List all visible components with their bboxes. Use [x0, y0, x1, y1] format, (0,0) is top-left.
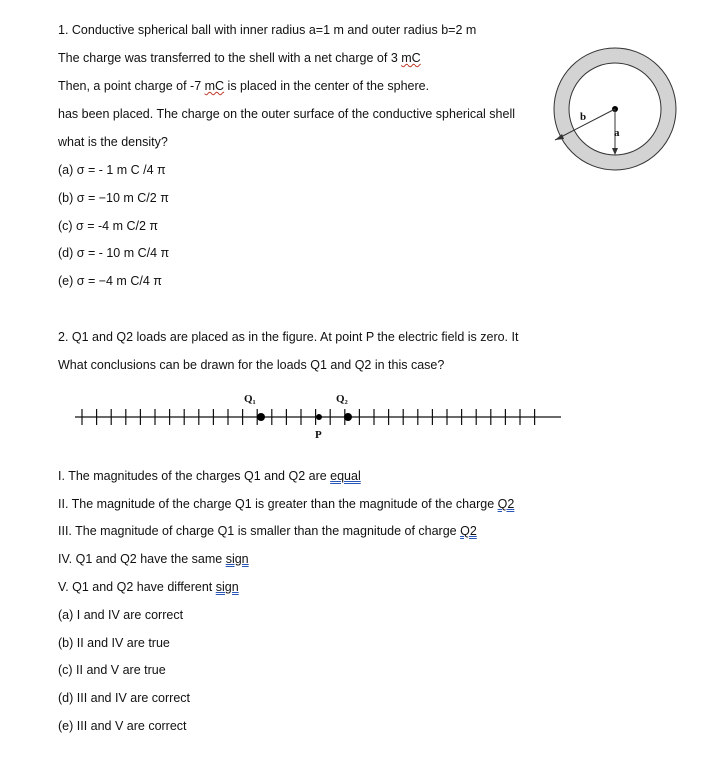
q2-charge-dot [344, 413, 352, 421]
q1-line-3-unit: mC [204, 79, 225, 93]
q1-option-b: (b) σ = −10 m C/2 π [58, 191, 169, 205]
q1-line-5: what is the density? [58, 135, 168, 149]
statement-2 [58, 496, 514, 512]
label-a: a [614, 127, 620, 139]
q1-line-4: has been placed. The charge on the outer surface of the conductive spherical shell [58, 107, 516, 121]
p-figure-label: P [315, 429, 322, 441]
q2-option-c: (c) II and V are true [58, 663, 166, 677]
q2-line-1: 2. Q1 and Q2 loads are placed as in the figure. At point P the electric field is zero. It [58, 330, 519, 344]
q1-line-2 [58, 50, 421, 66]
q2-option-d: (d) III and IV are correct [58, 691, 190, 705]
statement-1-text: I. The magnitudes of the charges Q1 and Q2 are [58, 469, 331, 483]
statement-4-tail: sign [225, 552, 249, 566]
q1-option-d: (d) σ = - 10 m C/4 π [58, 246, 170, 260]
statement-2-text: II. The magnitude of the charge Q1 is greater than the magnitude of the charge [58, 497, 498, 511]
q1-option-c: (c) σ = -4 m C/2 π [58, 219, 159, 233]
q1-line-3-pre: Then, a point charge of -7 [58, 79, 205, 93]
q2-line-2: What conclusions can be drawn for the loads Q1 and Q2 in this case? [58, 358, 445, 372]
q1-charge-dot [257, 413, 265, 421]
statement-4 [58, 551, 249, 567]
statement-1-tail: equal [330, 469, 361, 483]
q2-figure-label: Q₂ [336, 393, 348, 405]
q1-option-e: (e) σ = −4 m C/4 π [58, 274, 162, 288]
q1-line-2-text: The charge was transferred to the shell with a net charge of 3 [58, 51, 402, 65]
q2-option-b: (b) II and IV are true [58, 636, 170, 650]
statement-5-text: V. Q1 and Q2 have different [58, 580, 216, 594]
q2-option-a: (a) I and IV are correct [58, 608, 184, 622]
q2-option-e: (e) III and V are correct [58, 719, 187, 733]
statement-1 [58, 468, 361, 484]
q1-line-3 [58, 78, 429, 94]
q1-figure-label: Q₁ [244, 393, 256, 405]
statement-3 [58, 523, 477, 539]
q1-line-3-post: is placed in the center of the sphere. [224, 79, 430, 93]
q1-line-2-unit: mC [401, 51, 421, 65]
statement-4-text: IV. Q1 and Q2 have the same [58, 552, 226, 566]
statement-5 [58, 579, 239, 595]
statement-3-tail: Q2 [460, 524, 477, 538]
q1-line-1: 1. Conductive spherical ball with inner radius a=1 m and outer radius b=2 m [58, 23, 477, 37]
q1-option-a: (a) σ = - 1 m C /4 π [58, 163, 166, 177]
label-b: b [580, 111, 587, 123]
statement-3-text: III. The magnitude of charge Q1 is smaller than the magnitude of charge [58, 524, 461, 538]
statement-2-tail: Q2 [497, 497, 515, 511]
charge-axis-figure [75, 388, 565, 446]
point-p-dot [316, 414, 322, 420]
statement-5-tail: sign [215, 580, 239, 594]
shell-figure [540, 40, 690, 185]
